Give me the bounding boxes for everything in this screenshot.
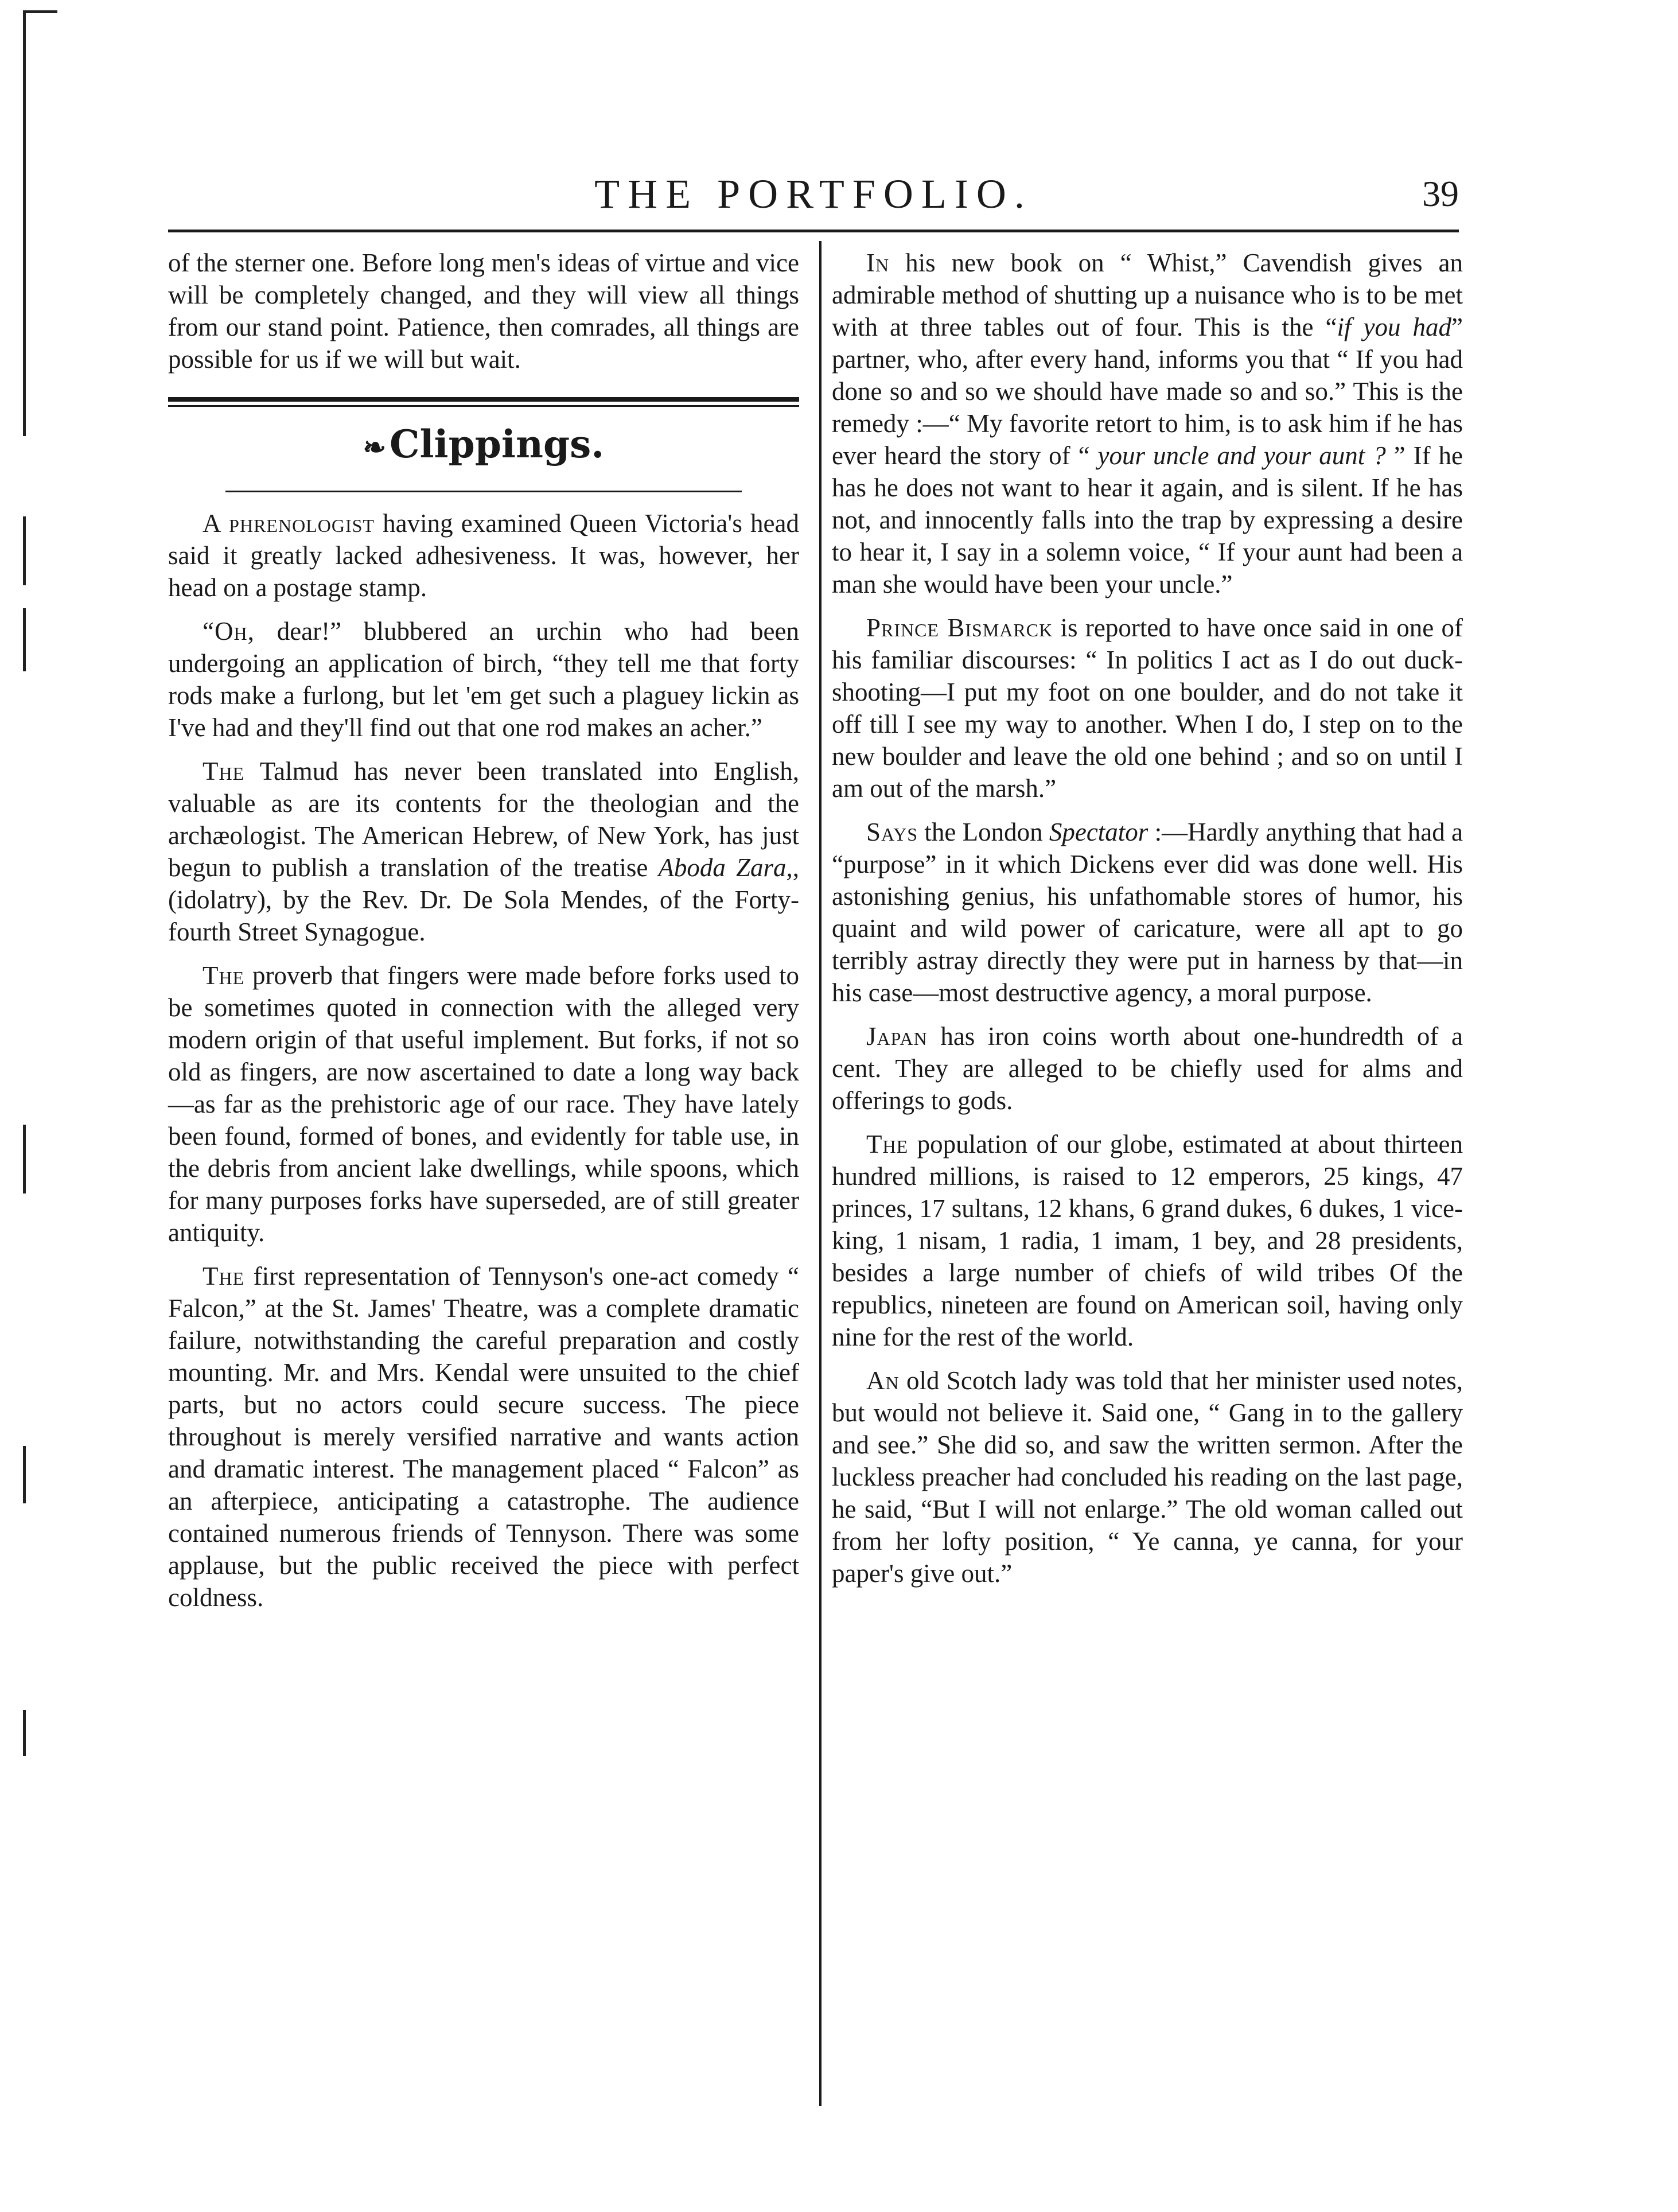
clipping-population: [832, 1128, 1463, 1353]
clipping-text: his new book on “ Whist,” Cavendish gives an admirable method of shutting up a nuisance who is to be met with at three tables out of four. This is the “: [832, 248, 1463, 341]
clipping-whist: [832, 247, 1463, 600]
lead-word: The: [866, 1130, 909, 1159]
scan-edge-tick: [23, 10, 57, 13]
emphasis-text: your uncle and your aunt ?: [1097, 441, 1386, 470]
clipping-text: ” If he has he does not want to hear it again, and is silent. If he has not, and innocently falls into the trap by expressing a desire to hear it, I say in a solemn voice, “ If your aunt had been a man she would have been your uncle.”: [832, 441, 1463, 598]
publication-name: Spectator: [1049, 818, 1148, 846]
section-rule-thick: [168, 397, 799, 402]
clipping-text: having examined Queen Victoria's head said it greatly lacked adhesiveness. It was, however, her head on a postage stamp.: [168, 509, 800, 602]
scan-edge-segment: [23, 1710, 26, 1756]
running-title: THE PORTFOLIO.: [594, 171, 1033, 217]
lead-word: Japan: [866, 1022, 928, 1051]
section-rule-thin: [168, 405, 799, 407]
heading-under-rule: [225, 491, 742, 492]
clipping-spectator: [832, 816, 1463, 1009]
clipping-talmud: [168, 755, 799, 948]
lead-word: Says: [866, 818, 918, 846]
continuation-paragraph: of the sterner one. Before long men's ideas of virtue and vice will be completely changed, and they will view all things from our stand point. Patience, then comrades, all things are possible for us if we will but wait.: [168, 248, 799, 374]
clipping-urchin: [168, 615, 799, 744]
clipping-text: the London: [918, 818, 1049, 846]
clipping-text: is reported to have once said in one of his familiar discourses: “ In politics I act as I do out duck-shooting—I put my foot on one boulder, and do not take it off till I see my way to another. When I do, I step on to the new boulder and leave the old one behind ; and so on until I am out of the marsh.”: [832, 613, 1463, 803]
clipping-forks: [168, 959, 799, 1249]
clipping-scotch-lady: [832, 1364, 1463, 1589]
scan-edge-segment: [23, 516, 26, 585]
lead-word: A phrenologist: [203, 509, 375, 538]
scan-edge-segment: [23, 11, 26, 436]
clipping-bismarck: [832, 612, 1463, 804]
clipping-text: Talmud has never been translated into English, valuable as are its contents for the theologian and the archæologist. The American Hebrew, of New York, has just begun to publish a translation of the treatise: [168, 757, 799, 882]
clipping-text: has iron coins worth about one-hundredth of a cent. They are alleged to be chiefly used for alms and offerings to gods.: [832, 1022, 1463, 1115]
scan-edge-segment: [23, 1446, 26, 1503]
clipping-text: :—Hardly anything that had a “purpose” in it which Dickens ever did was done well. His astonishing genius, his unfathomable stores of humor, his quaint and wild power of caricature, were all apt to go terribly astray directly they were put in harness by that—in his case—most destructive agency, a moral purpose.: [832, 818, 1463, 1007]
lead-word: In: [866, 248, 890, 277]
scan-edge-segment: [23, 1125, 26, 1194]
lead-word: The: [203, 757, 245, 786]
scan-edge-segment: [23, 608, 26, 671]
clipping-tennyson: [168, 1260, 799, 1614]
page-number: 39: [1422, 173, 1459, 214]
lead-word: Prince Bismarck: [866, 613, 1053, 642]
clipping-text: proverb that fingers were made before forks used to be sometimes quoted in connection with the alleged very modern origin of that useful implement. But forks, if not so old as fingers, are now ascertained to date a long way back—as far as the prehistoric age of our race. They have lately been found, formed of bones, and evidently for table use, in the debris from ancient lake dwellings, while spoons, which for many purposes forks have superseded, are of still greater antiquity.: [168, 961, 799, 1247]
clipping-text: first representation of Tennyson's one-act comedy “ Falcon,” at the St. James' Theatre, was a complete dramatic failure, notwithstanding the careful preparation and costly mounting. Mr. and Mrs. Kendal were unsuited to the chief parts, but no actors could secure success. The piece throughout is merely versified narrative and wants action and dramatic interest. The management placed “ Falcon” as an afterpiece, anticipating a catastrophe. The audience contained numerous friends of Tennyson. There was some applause, but the public received the piece with perfect coldness.: [168, 1262, 799, 1612]
right-column: [832, 247, 1463, 1601]
treatise-title: Aboda Zara,: [658, 853, 793, 882]
clipping-text: dear!” blubbered an urchin who had been undergoing an application of birch, “they tell me that forty rods make a furlong, but let 'em get such a plaguey lickin as I've had and they'll find out that one rod makes an acher.”: [168, 617, 799, 742]
left-column: [168, 247, 799, 1625]
column-divider: [819, 241, 822, 2106]
clipping-text: ” partner, who, after every hand, informs you that “ If you had done so and so we should have made so and so.” This is the remedy :—“ My favorite retort to him, is to ask him if he has ever heard the story of “: [832, 313, 1463, 470]
lead-word: The: [203, 961, 245, 990]
section-heading: [168, 413, 799, 479]
lead-word: An: [866, 1366, 900, 1395]
clipping-text: , (idolatry), by the Rev. Dr. De Sola Mendes, of the Forty-fourth Street Synagogue.: [168, 853, 799, 946]
clipping-phrenologist: [168, 507, 799, 604]
clipping-text: population of our globe, estimated at about thirteen hundred millions, is raised to 12 emperors, 25 kings, 47 princes, 17 sultans, 12 khans, 6 grand dukes, 6 dukes, 1 vice-king, 1 nisam, 1 radia, 1 imam, 1 bey, and 28 presidents, besides a large number of chiefs of wild tribes Of the republics, nineteen are found on American soil, having only nine for the rest of the world.: [832, 1130, 1463, 1351]
clipping-japan: [832, 1020, 1463, 1117]
section-heading-text: Clippings.: [389, 422, 605, 466]
lead-word: “Oh,: [203, 617, 255, 646]
clipping-text: old Scotch lady was told that her minister used notes, but would not believe it. Said one, “ Gang in to the gallery and see.” She did so, and saw the written sermon. After the luckless preacher had concluded his reading on the last page, he said, “But I will not enlarge.” The old woman called out from her lofty position, “ Ye canna, ye canna, for your paper's give out.”: [832, 1366, 1463, 1588]
fleuron-icon: ❧: [363, 431, 386, 464]
scan-left-edge: [23, 0, 26, 2212]
page-header: [168, 165, 1459, 223]
lead-word: The: [203, 1262, 245, 1290]
header-rule: [168, 230, 1459, 232]
emphasis-text: if you had: [1337, 313, 1452, 341]
